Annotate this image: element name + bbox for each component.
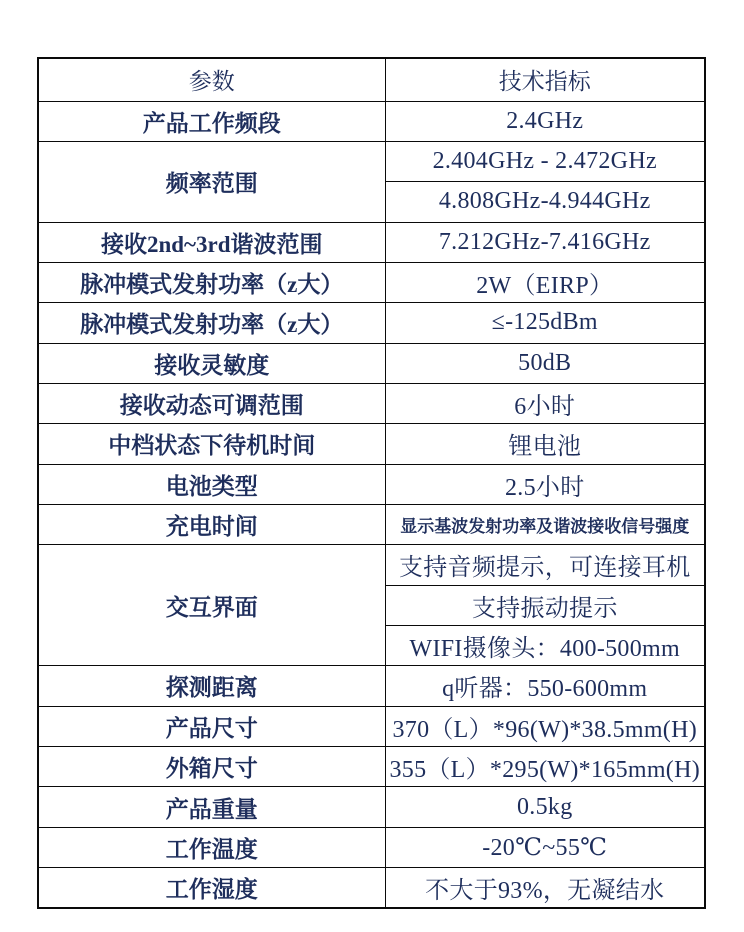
param-cell: 接收灵敏度 [38, 343, 385, 383]
value-cell: 4.808GHz-4.944GHz [385, 182, 705, 222]
table-header-row [38, 58, 705, 101]
value-cell: 2.5小时 [385, 464, 705, 504]
header-param-cell: 参数 [38, 58, 385, 101]
table-row [38, 666, 705, 706]
param-cell: 充电时间 [38, 504, 385, 544]
value-cell: 支持振动提示 [385, 585, 705, 625]
table-row [38, 545, 705, 585]
value-cell: 支持音频提示，可连接耳机 [385, 545, 705, 585]
value-cell: 6小时 [385, 383, 705, 423]
param-cell: 频率范围 [38, 141, 385, 222]
value-cell: 355（L）*295(W)*165mm(H) [385, 747, 705, 787]
value-cell: 0.5kg [385, 787, 705, 827]
table-row [38, 343, 705, 383]
value-cell: -20℃~55℃ [385, 827, 705, 867]
header-value-cell: 技术指标 [385, 58, 705, 101]
table-row [38, 141, 705, 181]
value-cell: ≤-125dBm [385, 303, 705, 343]
table-row [38, 706, 705, 746]
value-cell: 锂电池 [385, 424, 705, 464]
value-cell: 2.404GHz - 2.472GHz [385, 141, 705, 181]
param-cell: 产品重量 [38, 787, 385, 827]
value-cell: 2W（EIRP） [385, 262, 705, 302]
param-cell: 工作湿度 [38, 868, 385, 908]
param-cell: 外箱尺寸 [38, 747, 385, 787]
param-cell: 工作温度 [38, 827, 385, 867]
value-cell: 370（L）*96(W)*38.5mm(H) [385, 706, 705, 746]
value-cell: 显示基波发射功率及谐波接收信号强度 [385, 504, 705, 544]
table-row [38, 868, 705, 908]
table-row [38, 262, 705, 302]
table-row [38, 383, 705, 423]
param-cell: 接收2nd~3rd谐波范围 [38, 222, 385, 262]
table-row [38, 747, 705, 787]
param-cell: 电池类型 [38, 464, 385, 504]
param-cell: 探测距离 [38, 666, 385, 706]
table-row [38, 827, 705, 867]
table-row [38, 101, 705, 141]
param-cell: 中档状态下待机时间 [38, 424, 385, 464]
specification-table [37, 57, 706, 909]
value-cell: 7.212GHz-7.416GHz [385, 222, 705, 262]
value-cell: WIFI摄像头：400-500mm [385, 625, 705, 665]
value-cell: q听器：550-600mm [385, 666, 705, 706]
table-row [38, 464, 705, 504]
param-cell: 脉冲模式发射功率（z大） [38, 262, 385, 302]
value-cell: 2.4GHz [385, 101, 705, 141]
table-row [38, 424, 705, 464]
param-cell: 脉冲模式发射功率（z大） [38, 303, 385, 343]
param-cell: 产品工作频段 [38, 101, 385, 141]
param-cell: 交互界面 [38, 545, 385, 666]
table-row [38, 222, 705, 262]
param-cell: 接收动态可调范围 [38, 383, 385, 423]
table-row [38, 504, 705, 544]
table-row [38, 787, 705, 827]
table-row [38, 303, 705, 343]
value-cell: 不大于93%，无凝结水 [385, 868, 705, 908]
param-cell: 产品尺寸 [38, 706, 385, 746]
value-cell: 50dB [385, 343, 705, 383]
